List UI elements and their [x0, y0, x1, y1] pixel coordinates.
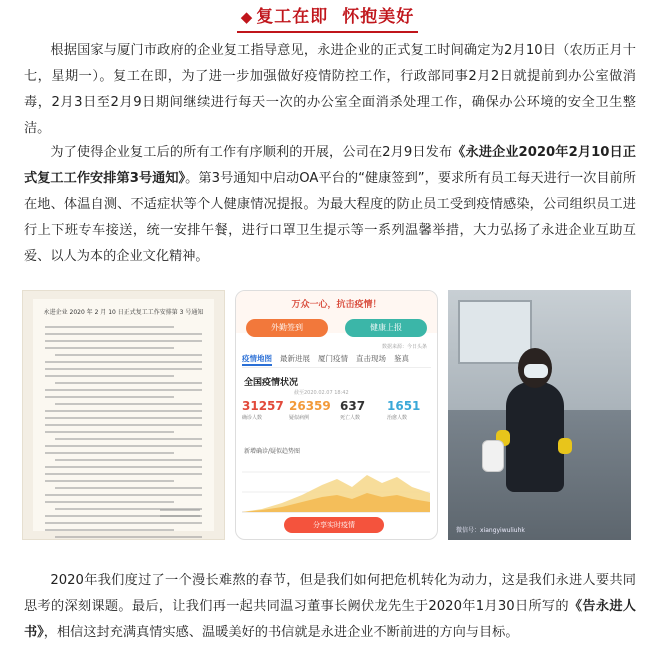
paragraph-2-text-b: 。第3号通知中启动OA平台的“健康签到”，要求所有员工每天进行一次目前所在地、体温自测、不适症状等个人健康情况提报。为最大程度的防止员工受到疫情感染，公司组织员工进行上下班专车接送，统一安排午餐，进行口罩卫生提示等一系列温馨举措，大力弘扬了永进企业互助互爱、以人为本的企业文化精神。	[24, 171, 636, 264]
paragraph-2	[24, 140, 636, 270]
paragraph-3-text-b: ，相信这封充满真情实感、温暖美好的书信就是永进企业不断前进的方向与目标。	[43, 625, 519, 640]
tab-epidemic-map: 疫情地图	[242, 353, 272, 366]
tab-verify: 鉴真	[394, 354, 409, 363]
stats-timestamp: 截至2020.02.07 18:42	[294, 390, 349, 396]
stat-label: 治愈人数	[387, 415, 408, 421]
trend-chart	[242, 457, 430, 519]
title-part-1: 复工在即	[256, 7, 329, 27]
face-mask-icon	[524, 364, 548, 378]
trend-chart-title: 新增确诊/疑似趋势图	[244, 448, 301, 455]
glove-right	[558, 438, 572, 454]
notice-signature	[160, 509, 200, 517]
paragraph-3-text-a: 2020年我们度过了一个漫长难熬的春节，但是我们如何把危机转化为动力，这是我们永进人要共同思考的深刻课题。最后，让我们再一起共同温习董事长阙伏龙先生于2020年1月30日所写的	[24, 573, 636, 614]
disinfection-photo	[448, 290, 631, 540]
stat-label: 疑似病例	[289, 415, 310, 421]
stat-cured	[387, 399, 434, 421]
stat-deaths	[340, 399, 387, 421]
notice-title-link: 《永进企业2020年2月10日正式复工工作安排第3号通知》	[24, 145, 636, 186]
health-report-button: 健康上报	[345, 319, 427, 337]
title-part-2: 怀抱美好	[342, 7, 415, 27]
page-title	[237, 6, 419, 33]
stat-value: 637	[340, 399, 366, 413]
app-data-source: 数据来源：今日头条	[381, 344, 427, 350]
app-tabs	[242, 353, 431, 368]
diamond-icon: ◆	[240, 8, 254, 26]
title-row	[0, 6, 655, 33]
stat-label: 死亡人数	[340, 415, 361, 421]
tab-xiamen: 厦门疫情	[318, 354, 348, 363]
stat-value: 1651	[387, 399, 421, 413]
stats-title: 全国疫情状况	[244, 378, 299, 388]
spray-bottle-icon	[482, 440, 504, 472]
letter-title-link: 《告永进人书》	[24, 599, 636, 640]
tab-latest: 最新进展	[280, 354, 310, 363]
app-banner: 万众一心，抗击疫情！	[291, 300, 382, 310]
photo-watermark: 微信号：xiangyiwuliuhk	[456, 527, 525, 534]
paragraph-1: 根据国家与厦门市政府的企业复工指导意见，永进企业的正式复工时间确定为2月10日（农历正月十七，星期一）。复工在即，为了进一步加强做好疫情防控工作，行政部同事2月2日就提前到办公室做消毒，2月3日至2月9日期间继续进行每天一次的办公室全面消杀处理工作，确保办公环境的安全卫生整洁。	[24, 43, 636, 136]
share-live-button: 分享实时疫情	[284, 517, 384, 533]
paragraph-3	[24, 568, 636, 646]
paragraph-2-text-a: 为了使得企业复工后的所有工作有序顺利的开展，公司在2月9日发布	[50, 145, 453, 160]
stat-value: 26359	[289, 399, 331, 413]
field-checkin-button: 外勤签到	[246, 319, 328, 337]
notice-heading: 永进企业 2020 年 2 月 10 日正式复工工作安排第 3 号通知	[43, 309, 204, 316]
notice-document-image	[22, 290, 225, 540]
stat-suspected	[289, 399, 336, 421]
app-screenshot-image	[235, 290, 438, 540]
stat-confirmed	[242, 399, 289, 421]
notice-paper	[33, 299, 214, 531]
stat-value: 31257	[242, 399, 284, 413]
stats-row	[242, 399, 431, 439]
tab-live: 直击现场	[356, 354, 386, 363]
stat-label: 确诊人数	[242, 415, 263, 421]
person-body	[506, 382, 564, 492]
